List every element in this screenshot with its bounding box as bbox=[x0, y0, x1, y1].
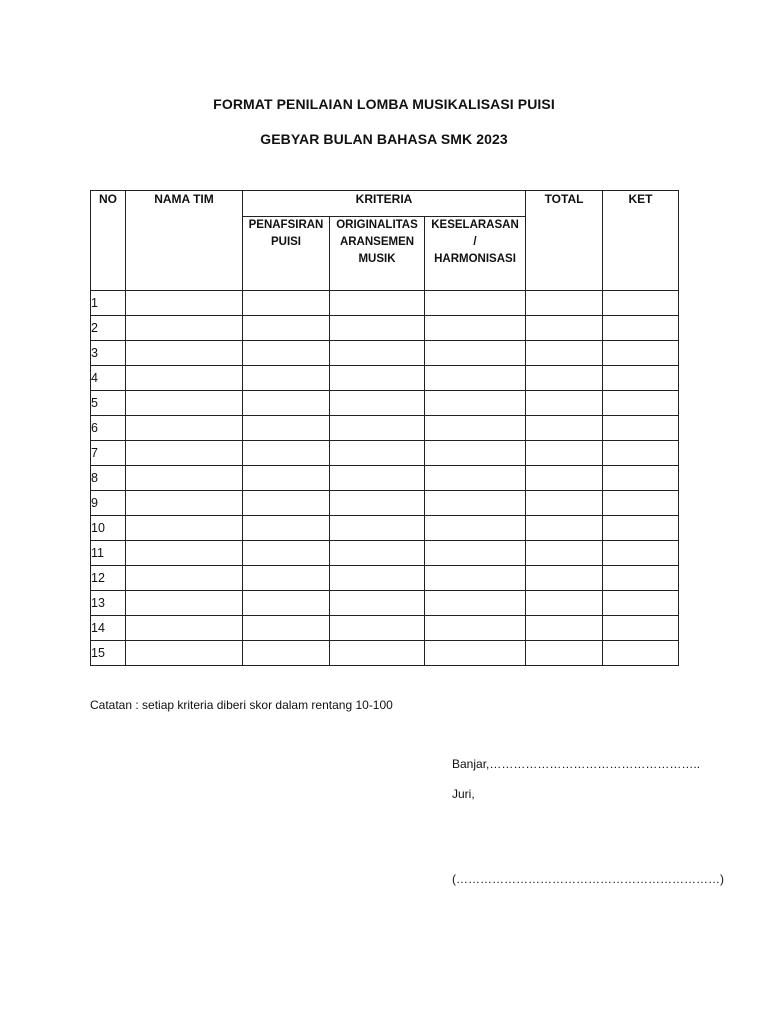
cell-ket bbox=[603, 291, 679, 316]
cell-nama-tim bbox=[126, 591, 243, 616]
header-keselarasan-line-3: HARMONISASI bbox=[434, 253, 516, 265]
row-number: 13 bbox=[91, 591, 126, 616]
row-number: 5 bbox=[91, 391, 126, 416]
signature-place-date: Banjar,…………………………………………….. bbox=[452, 757, 701, 771]
cell-nama-tim bbox=[126, 291, 243, 316]
cell-ket bbox=[603, 441, 679, 466]
cell-originalitas bbox=[330, 491, 425, 516]
header-penafsiran-line-1: PENAFSIRAN bbox=[248, 219, 324, 231]
cell-ket bbox=[603, 366, 679, 391]
cell-penafsiran bbox=[243, 391, 330, 416]
cell-total bbox=[526, 391, 603, 416]
table-row bbox=[91, 441, 679, 466]
header-kriteria: KRITERIA bbox=[243, 191, 526, 217]
cell-nama-tim bbox=[126, 566, 243, 591]
header-keselarasan-line-2: / bbox=[473, 236, 477, 248]
row-number: 7 bbox=[91, 441, 126, 466]
cell-penafsiran bbox=[243, 516, 330, 541]
header-keselarasan-harmonisasi bbox=[425, 217, 526, 291]
cell-originalitas bbox=[330, 641, 425, 666]
cell-originalitas bbox=[330, 341, 425, 366]
row-number: 8 bbox=[91, 466, 126, 491]
cell-ket bbox=[603, 641, 679, 666]
cell-keselarasan bbox=[425, 416, 526, 441]
cell-penafsiran bbox=[243, 416, 330, 441]
cell-total bbox=[526, 416, 603, 441]
cell-ket bbox=[603, 616, 679, 641]
cell-originalitas bbox=[330, 516, 425, 541]
cell-originalitas bbox=[330, 391, 425, 416]
cell-ket bbox=[603, 466, 679, 491]
cell-penafsiran bbox=[243, 441, 330, 466]
cell-originalitas bbox=[330, 616, 425, 641]
row-number: 14 bbox=[91, 616, 126, 641]
row-number: 10 bbox=[91, 516, 126, 541]
cell-penafsiran bbox=[243, 491, 330, 516]
cell-nama-tim bbox=[126, 616, 243, 641]
cell-nama-tim bbox=[126, 516, 243, 541]
cell-total bbox=[526, 541, 603, 566]
cell-keselarasan bbox=[425, 391, 526, 416]
cell-penafsiran bbox=[243, 316, 330, 341]
table-row bbox=[91, 316, 679, 341]
cell-nama-tim bbox=[126, 366, 243, 391]
cell-keselarasan bbox=[425, 441, 526, 466]
header-penafsiran-line-2: PUISI bbox=[270, 236, 302, 248]
cell-ket bbox=[603, 391, 679, 416]
row-number: 6 bbox=[91, 416, 126, 441]
cell-keselarasan bbox=[425, 566, 526, 591]
cell-keselarasan bbox=[425, 591, 526, 616]
cell-penafsiran bbox=[243, 291, 330, 316]
table-row bbox=[91, 616, 679, 641]
table-row bbox=[91, 466, 679, 491]
cell-total bbox=[526, 366, 603, 391]
row-number: 4 bbox=[91, 366, 126, 391]
table-row bbox=[91, 516, 679, 541]
header-nama-tim: NAMA TIM bbox=[126, 191, 243, 291]
table-row bbox=[91, 591, 679, 616]
note-text: Catatan : setiap kriteria diberi skor dalam rentang 10-100 bbox=[90, 698, 393, 712]
cell-originalitas bbox=[330, 366, 425, 391]
cell-ket bbox=[603, 341, 679, 366]
cell-keselarasan bbox=[425, 616, 526, 641]
header-originalitas-line-1: ORIGINALITAS bbox=[336, 219, 418, 231]
document-title: FORMAT PENILAIAN LOMBA MUSIKALISASI PUISI bbox=[213, 96, 555, 112]
cell-total bbox=[526, 566, 603, 591]
cell-originalitas bbox=[330, 566, 425, 591]
signature-name-line: (…………………………………………………………) bbox=[452, 872, 724, 886]
cell-keselarasan bbox=[425, 491, 526, 516]
cell-penafsiran bbox=[243, 616, 330, 641]
cell-ket bbox=[603, 541, 679, 566]
cell-ket bbox=[603, 416, 679, 441]
table-row bbox=[91, 391, 679, 416]
cell-total bbox=[526, 316, 603, 341]
cell-ket bbox=[603, 516, 679, 541]
cell-originalitas bbox=[330, 441, 425, 466]
cell-keselarasan bbox=[425, 341, 526, 366]
cell-nama-tim bbox=[126, 641, 243, 666]
cell-nama-tim bbox=[126, 466, 243, 491]
cell-originalitas bbox=[330, 591, 425, 616]
cell-penafsiran bbox=[243, 641, 330, 666]
header-originalitas-line-3: MUSIK bbox=[358, 253, 396, 265]
row-number: 3 bbox=[91, 341, 126, 366]
header-no: NO bbox=[91, 191, 126, 291]
cell-penafsiran bbox=[243, 341, 330, 366]
signature-role: Juri, bbox=[452, 787, 475, 801]
score-table-body bbox=[91, 291, 679, 666]
cell-keselarasan bbox=[425, 316, 526, 341]
header-ket: KET bbox=[603, 191, 679, 291]
cell-total bbox=[526, 341, 603, 366]
header-keselarasan-line-1: KESELARASAN bbox=[431, 219, 519, 231]
cell-ket bbox=[603, 591, 679, 616]
row-number: 2 bbox=[91, 316, 126, 341]
table-row bbox=[91, 641, 679, 666]
cell-keselarasan bbox=[425, 516, 526, 541]
cell-nama-tim bbox=[126, 391, 243, 416]
cell-penafsiran bbox=[243, 541, 330, 566]
table-row bbox=[91, 291, 679, 316]
cell-originalitas bbox=[330, 416, 425, 441]
cell-nama-tim bbox=[126, 541, 243, 566]
cell-nama-tim bbox=[126, 416, 243, 441]
row-number: 11 bbox=[91, 541, 126, 566]
cell-originalitas bbox=[330, 541, 425, 566]
document-subtitle: GEBYAR BULAN BAHASA SMK 2023 bbox=[260, 131, 508, 147]
row-number: 12 bbox=[91, 566, 126, 591]
cell-originalitas bbox=[330, 316, 425, 341]
table-row bbox=[91, 366, 679, 391]
row-number: 15 bbox=[91, 641, 126, 666]
cell-nama-tim bbox=[126, 316, 243, 341]
cell-total bbox=[526, 291, 603, 316]
table-row bbox=[91, 491, 679, 516]
header-penafsiran-puisi bbox=[243, 217, 330, 291]
cell-keselarasan bbox=[425, 641, 526, 666]
row-number: 1 bbox=[91, 291, 126, 316]
table-row bbox=[91, 541, 679, 566]
header-total: TOTAL bbox=[526, 191, 603, 291]
cell-total bbox=[526, 641, 603, 666]
table-row bbox=[91, 416, 679, 441]
cell-penafsiran bbox=[243, 591, 330, 616]
cell-nama-tim bbox=[126, 341, 243, 366]
cell-ket bbox=[603, 316, 679, 341]
cell-penafsiran bbox=[243, 366, 330, 391]
cell-keselarasan bbox=[425, 541, 526, 566]
row-number: 9 bbox=[91, 491, 126, 516]
cell-ket bbox=[603, 566, 679, 591]
score-table bbox=[90, 190, 679, 666]
header-originalitas-aransemen-musik bbox=[330, 217, 425, 291]
cell-penafsiran bbox=[243, 566, 330, 591]
cell-total bbox=[526, 516, 603, 541]
cell-ket bbox=[603, 491, 679, 516]
cell-nama-tim bbox=[126, 441, 243, 466]
cell-total bbox=[526, 441, 603, 466]
cell-keselarasan bbox=[425, 291, 526, 316]
cell-keselarasan bbox=[425, 466, 526, 491]
cell-total bbox=[526, 491, 603, 516]
cell-penafsiran bbox=[243, 466, 330, 491]
cell-total bbox=[526, 616, 603, 641]
cell-originalitas bbox=[330, 291, 425, 316]
table-row bbox=[91, 566, 679, 591]
cell-total bbox=[526, 591, 603, 616]
table-header-row bbox=[91, 191, 679, 217]
header-originalitas-line-2: ARANSEMEN bbox=[339, 236, 415, 248]
cell-total bbox=[526, 466, 603, 491]
cell-originalitas bbox=[330, 466, 425, 491]
cell-keselarasan bbox=[425, 366, 526, 391]
cell-nama-tim bbox=[126, 491, 243, 516]
table-row bbox=[91, 341, 679, 366]
